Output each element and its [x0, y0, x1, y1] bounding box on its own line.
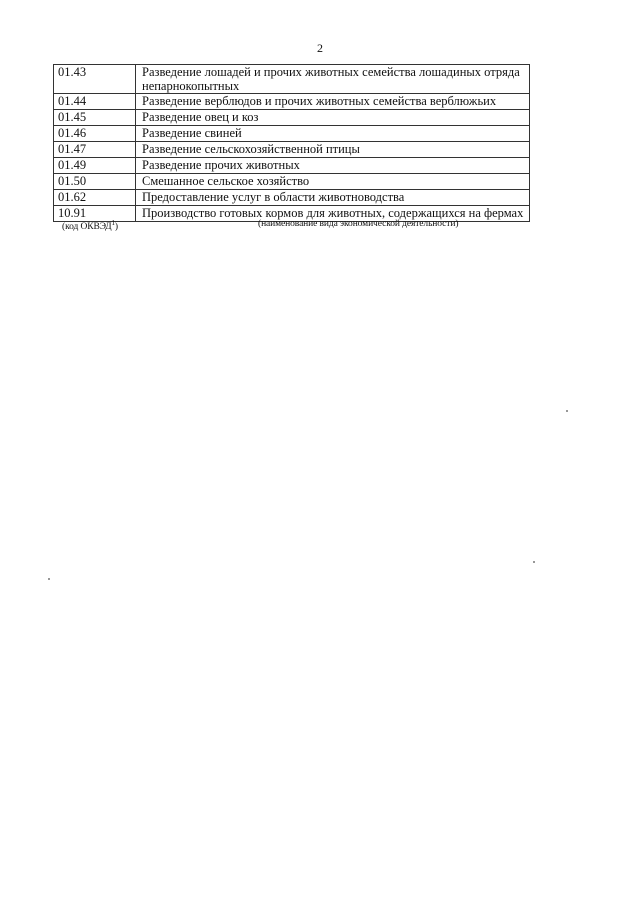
okved-row [54, 158, 530, 174]
activity-name: Смешанное сельское хозяйство [136, 174, 530, 190]
okved-row [54, 190, 530, 206]
activity-name: Разведение сельскохозяйственной птицы [136, 142, 530, 158]
activity-name: Разведение овец и коз [136, 110, 530, 126]
okved-code: 01.62 [54, 190, 136, 206]
okved-row [54, 174, 530, 190]
activity-name: Разведение верблюдов и прочих животных семейства верблюжьих [136, 94, 530, 110]
scan-speck [48, 578, 50, 580]
okved-row [54, 110, 530, 126]
okved-row [54, 126, 530, 142]
okved-code-caption [62, 219, 118, 232]
okved-code-caption-label: (код ОКВЭД [62, 222, 112, 233]
okved-code: 01.49 [54, 158, 136, 174]
okved-row [54, 65, 530, 94]
scan-speck [533, 561, 535, 563]
activity-name: Разведение лошадей и прочих животных семейства лошадиных отряда непарнокопытных [136, 65, 530, 94]
okved-table [53, 64, 530, 222]
okved-code: 01.43 [54, 65, 136, 94]
okved-code: 01.47 [54, 142, 136, 158]
okved-code: 01.44 [54, 94, 136, 110]
scan-speck [566, 410, 568, 412]
page-number: 2 [317, 41, 323, 55]
okved-code-caption-close: ) [114, 222, 118, 233]
footnote-marker: 1 [111, 219, 115, 227]
activity-name: Разведение прочих животных [136, 158, 530, 174]
activity-name: Разведение свиней [136, 126, 530, 142]
activity-name-caption: (наименование вида экономической деятельности) [258, 219, 459, 229]
okved-row [54, 94, 530, 110]
okved-code: 10.91 [54, 206, 136, 222]
okved-row [54, 142, 530, 158]
activity-name: Производство готовых кормов для животных, содержащихся на фермах [136, 206, 530, 222]
activity-name: Предоставление услуг в области животноводства [136, 190, 530, 206]
okved-code: 01.46 [54, 126, 136, 142]
okved-code: 01.50 [54, 174, 136, 190]
okved-code: 01.45 [54, 110, 136, 126]
